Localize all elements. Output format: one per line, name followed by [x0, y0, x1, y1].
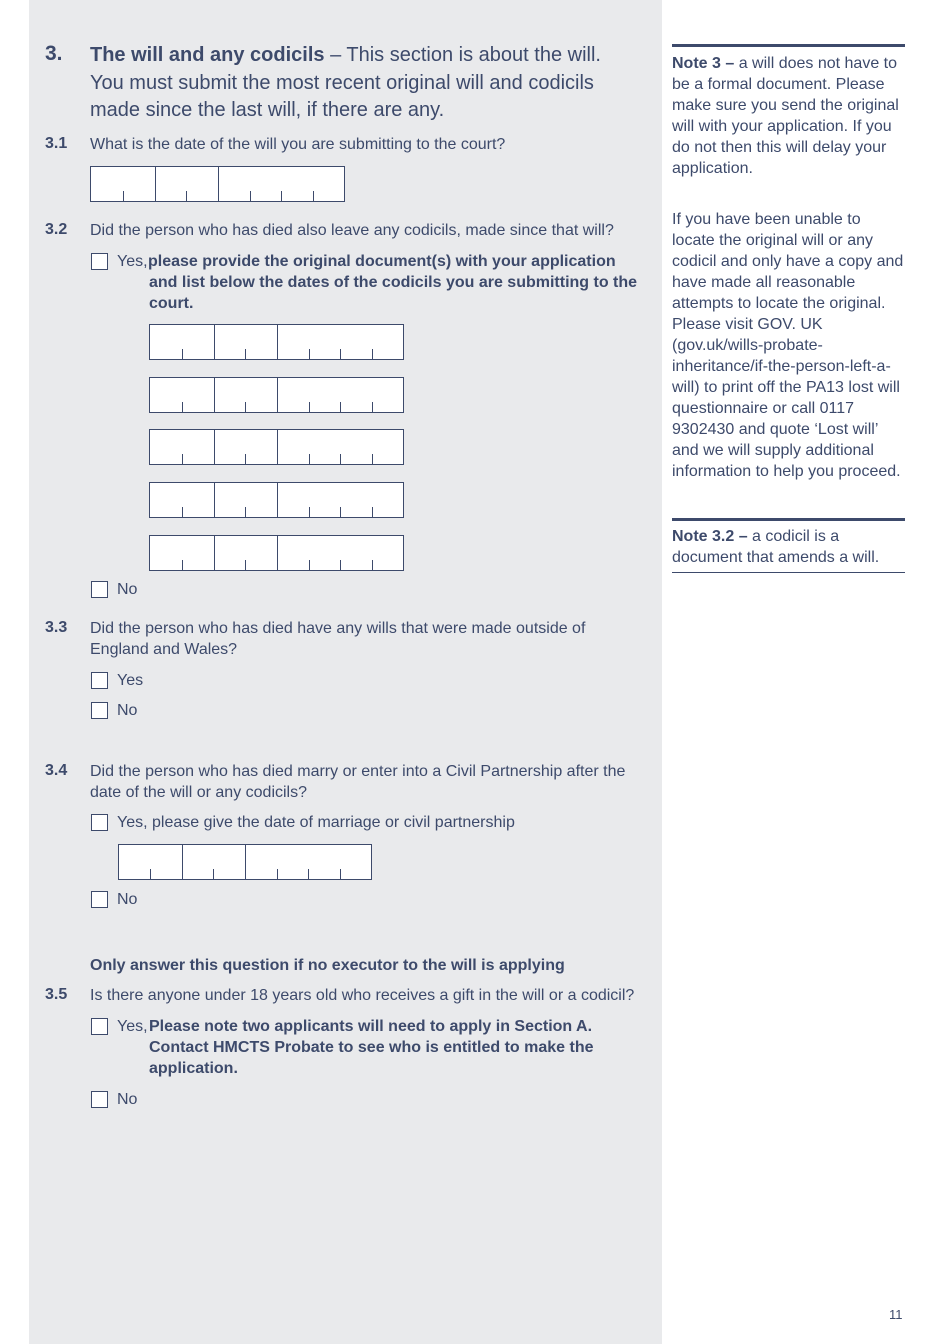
codicil-date-input-1[interactable] [149, 324, 404, 360]
q31-text: What is the date of the will you are submitting to the court? [90, 136, 506, 153]
will-date-input[interactable] [90, 166, 345, 202]
q35-yes-label: Please note two applicants will need to apply in Section A. Contact HMCTS Probate to see who is entitled to make the application. [149, 1018, 594, 1077]
q33-yes-checkbox[interactable] [91, 672, 108, 689]
note3-text: a will does not have to be a formal document. Please make sure you send the original will with your application. If you do not then this will delay your application. [672, 55, 899, 177]
q34-number: 3.4 [45, 762, 68, 779]
q35-number: 3.5 [45, 986, 68, 1003]
marriage-date-input[interactable] [118, 844, 372, 880]
q34-no-label: No [117, 891, 138, 908]
note3-label: Note 3 – [672, 55, 735, 72]
section-heading [90, 42, 630, 125]
q35-yes-checkbox[interactable] [91, 1018, 108, 1035]
q32-yes-label: please provide the original document(s) with your application and list below the dates of the codicils you are submitting to the court. [148, 253, 638, 312]
q33-number: 3.3 [45, 619, 68, 636]
q33-yes-label: Yes [117, 672, 144, 689]
codicil-date-input-2[interactable] [149, 377, 404, 413]
q32-no-checkbox[interactable] [91, 581, 108, 598]
q32-yes-checkbox[interactable] [91, 253, 108, 270]
q33-no-label: No [117, 702, 138, 719]
q32-text: Did the person who has died also leave any codicils, made since that will? [90, 222, 614, 239]
note32-text: a codicil is a document that amends a will. [672, 528, 880, 566]
page-number: 11 [889, 1307, 903, 1322]
note3 [672, 53, 905, 179]
section-intro: – This section is about the will. You must submit the most recent original will and codicils made since the last will, if there are any. [90, 44, 601, 121]
q35-text: Is there anyone under 18 years old who receives a gift in the will or a codicil? [90, 987, 635, 1004]
q34-yes-label: Yes, please give the date of marriage or civil partnership [117, 814, 515, 831]
note3-rule [672, 44, 905, 47]
note32 [672, 526, 905, 568]
q33-text: Did the person who has died have any wills that were made outside of England and Wales? [90, 620, 586, 658]
codicil-date-input-3[interactable] [149, 429, 404, 465]
q34-text: Did the person who has died marry or enter into a Civil Partnership after the date of the will or any codicils? [90, 763, 626, 801]
note32-bottom-rule [672, 572, 905, 573]
q35-no-checkbox[interactable] [91, 1091, 108, 1108]
q32-number: 3.2 [45, 221, 68, 238]
note3-paragraph-2: If you have been unable to locate the original will or any codicil and only have a copy and have made all reasonable attempts to locate the original. Please visit GOV. UK (gov.uk/wills-probate-inheritance/if-the-person-left-a-will) to print off the PA13 lost will questionnaire or call 0117 9302430 and quote ‘Lost will’ and we will supply additional information to help you proceed. [672, 211, 904, 480]
section-number: 3. [45, 42, 63, 65]
q35-no-label: No [117, 1091, 138, 1108]
q33-no-checkbox[interactable] [91, 702, 108, 719]
section-title: The will and any codicils [90, 44, 325, 66]
codicil-date-input-4[interactable] [149, 482, 404, 518]
q32-yes-prefix: Yes, [117, 253, 148, 270]
q34-yes-checkbox[interactable] [91, 814, 108, 831]
q34-no-checkbox[interactable] [91, 891, 108, 908]
q35-yes-prefix: Yes, [117, 1018, 148, 1035]
q31-number: 3.1 [45, 135, 68, 152]
q35-instruction: Only answer this question if no executor to the will is applying [90, 957, 565, 974]
codicil-date-input-5[interactable] [149, 535, 404, 571]
note32-label: Note 3.2 – [672, 528, 748, 545]
q32-no-label: No [117, 581, 138, 598]
note32-rule [672, 518, 905, 521]
